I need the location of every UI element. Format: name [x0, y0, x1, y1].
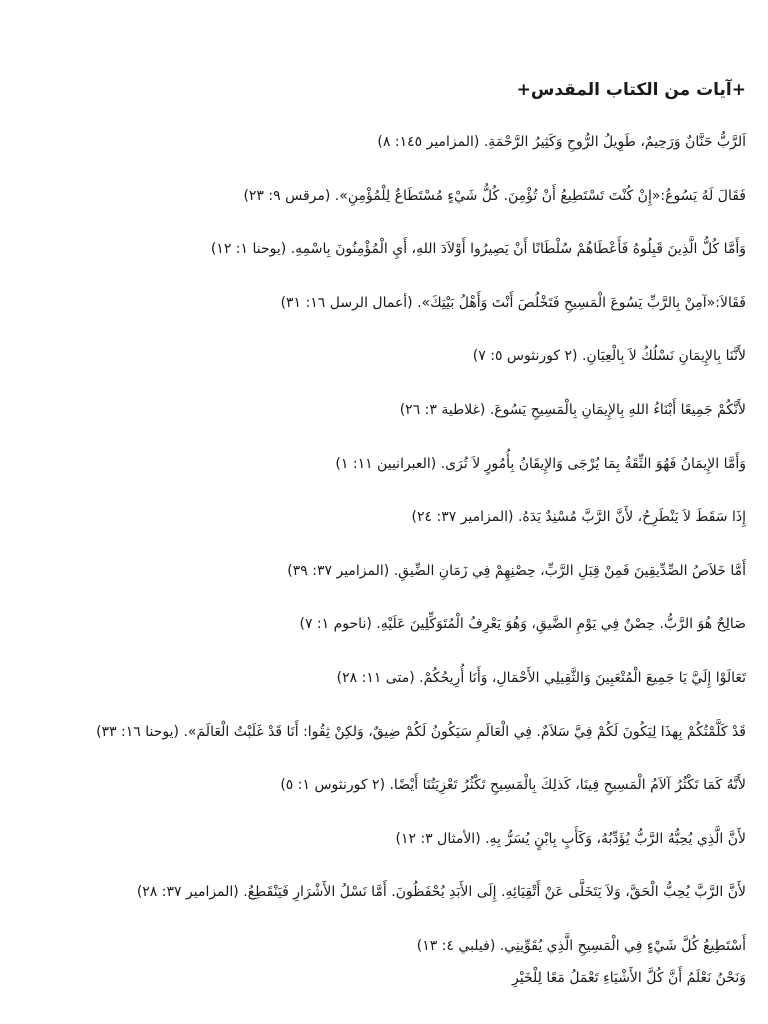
verse-line: [22, 880, 746, 934]
verse-line: [22, 184, 746, 238]
verse-reference: (أعمال الرسل ١٦: ٣١): [280, 294, 413, 311]
verse-line: [22, 773, 746, 827]
verse-reference: (المزامير ٣٧: ٢٤): [411, 509, 514, 526]
verse-line: [22, 720, 746, 774]
verse-text: أَمَّا خَلاَصُ الصِّدِّيقِينَ فَمِنْ قِبَلِ الرَّبِّ، حِصْنِهِمْ فِي زَمَانِ الضِّيقِ.: [393, 562, 746, 579]
verse-text: لأَنَّ الرَّبَّ يُحِبُّ الْحَقَّ، وَلاَ يَتَخَلَّى عَنْ أَتْقِيَائِهِ. إِلَى الأَبَدِ يُحْفَظُونَ. أَمَّا نَسْلُ الأَشْرَارِ فَيَنْقَطِعُ.: [243, 884, 746, 901]
verse-reference: (الأمثال ٣: ١٢): [395, 830, 481, 847]
verse-line: [22, 291, 746, 345]
verse-line: [22, 452, 746, 506]
verse-reference: (فيلبي ٤: ١٣): [416, 937, 496, 954]
verse-reference: (غلاطية ٣: ٢٦): [399, 401, 486, 418]
verse-reference: (٢ كورنثوس ٥: ٧): [472, 348, 578, 365]
verse-reference: (يوحنا ١٦: ٣٣): [96, 723, 180, 740]
verse-text: فَقَالاَ:«آمِنْ بِالرَّبِّ يَسُوعَ الْمَسِيحِ فَتَخْلُصَ أَنْتَ وَأَهْلُ بَيْتِكَ».: [417, 294, 746, 311]
verse-text: قَدْ كَلَّمْتُكُمْ بِهذَا لِيَكُونَ لَكُمْ فِيَّ سَلاَمٌ. فِي الْعَالَمِ سَيَكُونُ لَكُمْ ضِيقٌ، وَلكِنْ ثِقُوا: أَنَا قَدْ غَلَبْتُ الْعَالَمَ».: [183, 723, 746, 740]
verse-line: [22, 344, 746, 398]
verse-list: [22, 130, 746, 988]
verse-text: تَعَالَوْا إِلَيَّ يَا جَمِيعَ الْمُتْعَبِينَ وَالثَّقِيلِي الأَحْمَالِ، وَأَنَا أُرِيحُكُمْ.: [419, 669, 746, 686]
verse-line: [22, 237, 746, 291]
verse-reference: (مرقس ٩: ٢٣): [243, 187, 331, 204]
verse-text: إِذَا سَقَطَ لاَ يَنْطَرِحُ، لأَنَّ الرَّبَّ مُسْنِدٌ يَدَهُ.: [517, 509, 746, 526]
verse-text: فَقَالَ لَهُ يَسُوعُ:«إِنْ كُنْتَ تَسْتَطِيعُ أَنْ تُؤْمِنَ. كُلُّ شَيْءٍ مُسْتَطَاعٌ لِلْمُؤْمِنِ».: [334, 187, 746, 204]
verse-reference: (يوحنا ١: ١٢): [210, 241, 287, 258]
page-title: +آيات من الكتاب المقدس+: [516, 80, 746, 100]
verse-text: اَلرَّبُّ حَنَّانٌ وَرَحِيمٌ، طَوِيلُ الرُّوحِ وَكَثِيرُ الرَّحْمَةِ.: [483, 134, 746, 150]
verse-reference: (٢ كورنثوس ١: ٥): [280, 777, 386, 794]
verse-text: أَسْتَطِيعُ كُلَّ شَيْءٍ فِي الْمَسِيحِ الَّذِي يُقَوِّينِي.: [499, 937, 746, 954]
verse-line: [22, 612, 746, 666]
verse-text: صَالِحٌ هُوَ الرَّبُّ. حِصْنٌ فِي يَوْمِ الضَّيقِ، وَهُوَ يَعْرِفُ الْمُتَوَكِّلِينَ عَلَيْهِ.: [376, 616, 746, 633]
verse-text: لأَنَّ الَّذِي يُحِبُّهُ الرَّبُّ يُؤَدِّبُهُ، وَكَأَبٍ بِابْنٍ يُسَرُّ بِهِ.: [485, 830, 746, 847]
verse-text: وَأَمَّا الإِيمَانُ فَهُوَ الثِّقَةُ بِمَا يُرْجَى وَالإِيقَانُ بِأُمُورٍ لاَ تُرَى.: [440, 455, 746, 472]
verse-reference: (المزامير ١٤٥: ٨): [377, 134, 480, 150]
verse-line: [22, 398, 746, 452]
verse-text: لأَنَّنَا بِالإِيمَانِ نَسْلُكُ لاَ بِالْعِيَانِ.: [581, 348, 746, 365]
verse-text: لأَنَّكُمْ جَمِيعًا أَبْنَاءُ اللهِ بِالإِيمَانِ بِالْمَسِيحِ يَسُوعَ.: [489, 401, 746, 418]
verse-line: [22, 559, 746, 613]
verse-line: [22, 666, 746, 720]
verse-reference: (العبرانيين ١١: ١): [335, 455, 437, 472]
verse-reference: (المزامير ٣٧: ٣٩): [287, 562, 390, 579]
verse-line: [22, 827, 746, 881]
verse-reference: (متى ١١: ٢٨): [336, 669, 415, 686]
verse-reference: (ناحوم ١: ٧): [299, 616, 372, 633]
verse-text: وَأَمَّا كُلُّ الَّذِينَ قَبِلُوهُ فَأَعْطَاهُمْ سُلْطَانًا أَنْ يَصِيرُوا أَوْلاَدَ اللهِ، أَيِ الْمُؤْمِنُونَ بِاسْمِهِ.: [290, 241, 746, 258]
verse-reference: (المزامير ٣٧: ٢٨): [136, 884, 239, 901]
cut-off-verse-line: وَنَحْنُ نَعْلَمُ أَنَّ كُلَّ الأَشْيَاءِ تَعْمَلُ مَعًا لِلْخَيْرِ: [512, 970, 746, 986]
verse-text: لأَنَّهُ كَمَا تَكْثُرُ آلاَمُ الْمَسِيحِ فِينَا، كَذلِكَ بِالْمَسِيحِ تَكْثُرُ تَعْزِيَتُنَا أَيْضًا.: [389, 777, 746, 794]
verse-line: [22, 505, 746, 559]
verse-line: [22, 130, 746, 184]
